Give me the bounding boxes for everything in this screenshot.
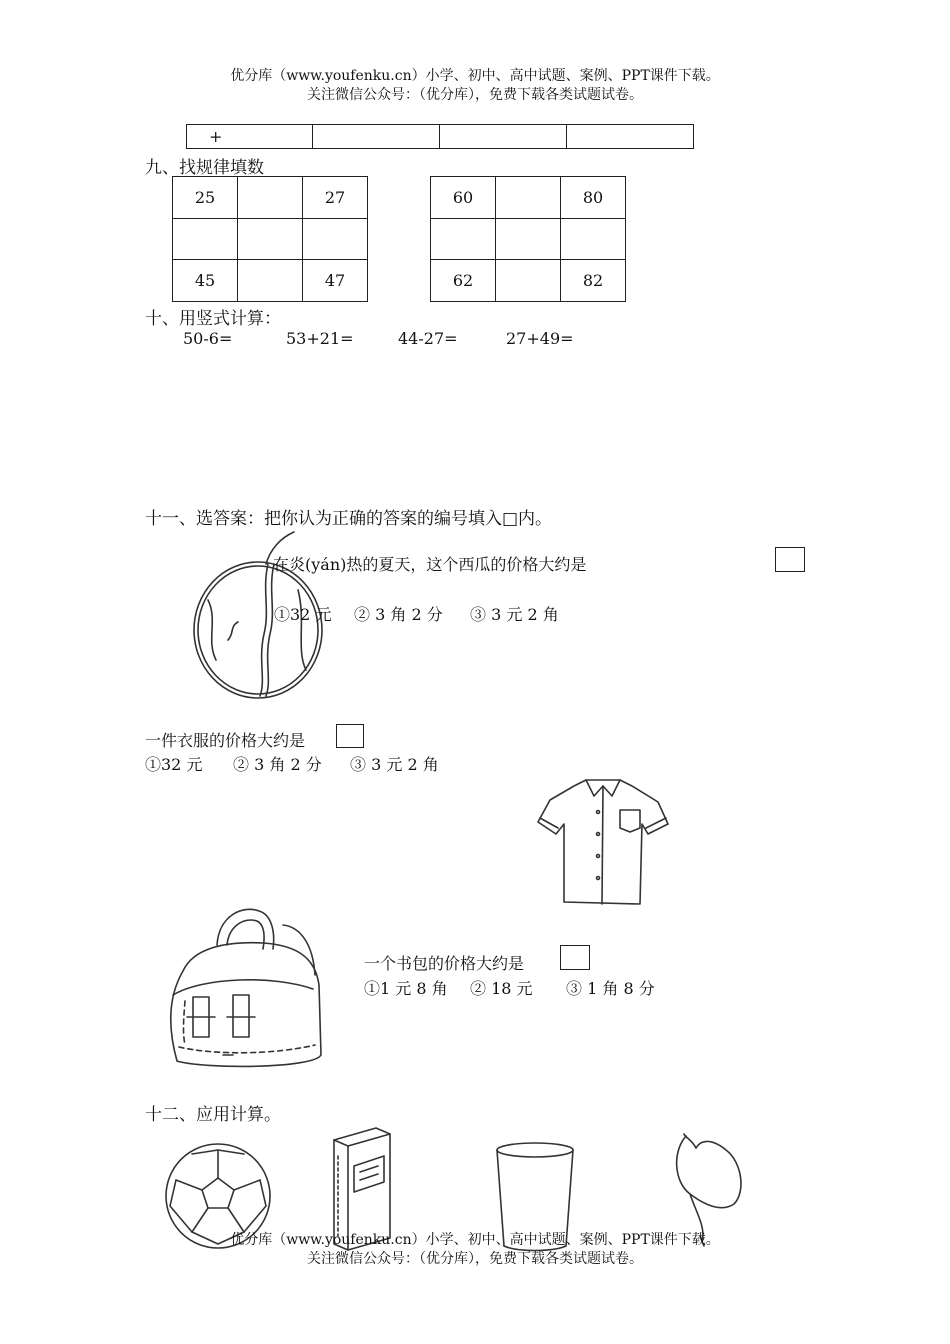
- grid-cell: 47: [303, 260, 368, 302]
- q2-option: ①32 元: [145, 755, 203, 774]
- q1-text: 在炎(yán)热的夏天，这个西瓜的价格大约是: [273, 555, 587, 574]
- shirt-icon: [536, 772, 670, 912]
- grid-cell[interactable]: [431, 219, 496, 260]
- grid-cell[interactable]: [496, 177, 561, 219]
- q3-option: ①1 元 8 角: [364, 979, 448, 998]
- footer-line-2: 关注微信公众号：（优分库），免费下载各类试题试卷。: [307, 1251, 643, 1267]
- grid-cell: 25: [173, 177, 238, 219]
- grid-cell: 45: [173, 260, 238, 302]
- top-row-cell[interactable]: [440, 125, 567, 149]
- calc-problem: 53+21=: [286, 329, 354, 348]
- pattern-grid-right: [430, 176, 626, 302]
- q2-answer-box[interactable]: [336, 724, 364, 748]
- q1-answer-box[interactable]: [775, 547, 805, 572]
- section-11-title: 十一、选答案：把你认为正确的答案的编号填入□内。: [145, 509, 553, 529]
- q1-option: ② 3 角 2 分: [354, 605, 443, 624]
- grid-cell[interactable]: [238, 260, 303, 302]
- top-row-cell[interactable]: [567, 125, 694, 149]
- top-row-cell[interactable]: [313, 125, 440, 149]
- q3-answer-box[interactable]: [560, 945, 590, 970]
- calc-problem: 27+49=: [506, 329, 574, 348]
- grid-cell[interactable]: [496, 219, 561, 260]
- footer-line-1: 优分库（www.youfenku.cn）小学、初中、高中试题、案例、PPT课件下载。: [230, 1232, 720, 1248]
- grid-cell: 82: [561, 260, 626, 302]
- grid-cell[interactable]: [238, 177, 303, 219]
- top-row-table: [186, 124, 694, 149]
- grid-cell: 80: [561, 177, 626, 219]
- calc-problem: 44-27=: [398, 329, 458, 348]
- top-row-cell: +: [187, 125, 313, 149]
- q1-option: ①32 元: [274, 605, 332, 624]
- calc-problem: 50-6=: [183, 329, 233, 348]
- grid-cell: 62: [431, 260, 496, 302]
- header-line-1: 优分库（www.youfenku.cn）小学、初中、高中试题、案例、PPT课件下载。: [230, 68, 720, 84]
- grid-cell[interactable]: [238, 219, 303, 260]
- grid-cell[interactable]: [496, 260, 561, 302]
- q3-text: 一个书包的价格大约是: [364, 954, 525, 973]
- pattern-grid-left: [172, 176, 368, 302]
- q2-option: ③ 3 元 2 角: [350, 755, 439, 774]
- backpack-icon: [163, 905, 325, 1073]
- grid-cell: 60: [431, 177, 496, 219]
- header-line-2: 关注微信公众号：（优分库），免费下载各类试题试卷。: [307, 87, 643, 103]
- grid-cell[interactable]: [173, 219, 238, 260]
- q1-option: ③ 3 元 2 角: [470, 605, 559, 624]
- q2-text: 一件衣服的价格大约是: [145, 731, 306, 750]
- q2-option: ② 3 角 2 分: [233, 755, 322, 774]
- section-10-title: 十、用竖式计算：: [145, 309, 281, 329]
- section-9-title: 九、找规律填数: [145, 158, 264, 178]
- grid-cell[interactable]: [561, 219, 626, 260]
- grid-cell: 27: [303, 177, 368, 219]
- section-12-title: 十二、应用计算。: [145, 1105, 281, 1125]
- q3-option: ③ 1 角 8 分: [566, 979, 655, 998]
- q3-option: ② 18 元: [470, 979, 533, 998]
- grid-cell[interactable]: [303, 219, 368, 260]
